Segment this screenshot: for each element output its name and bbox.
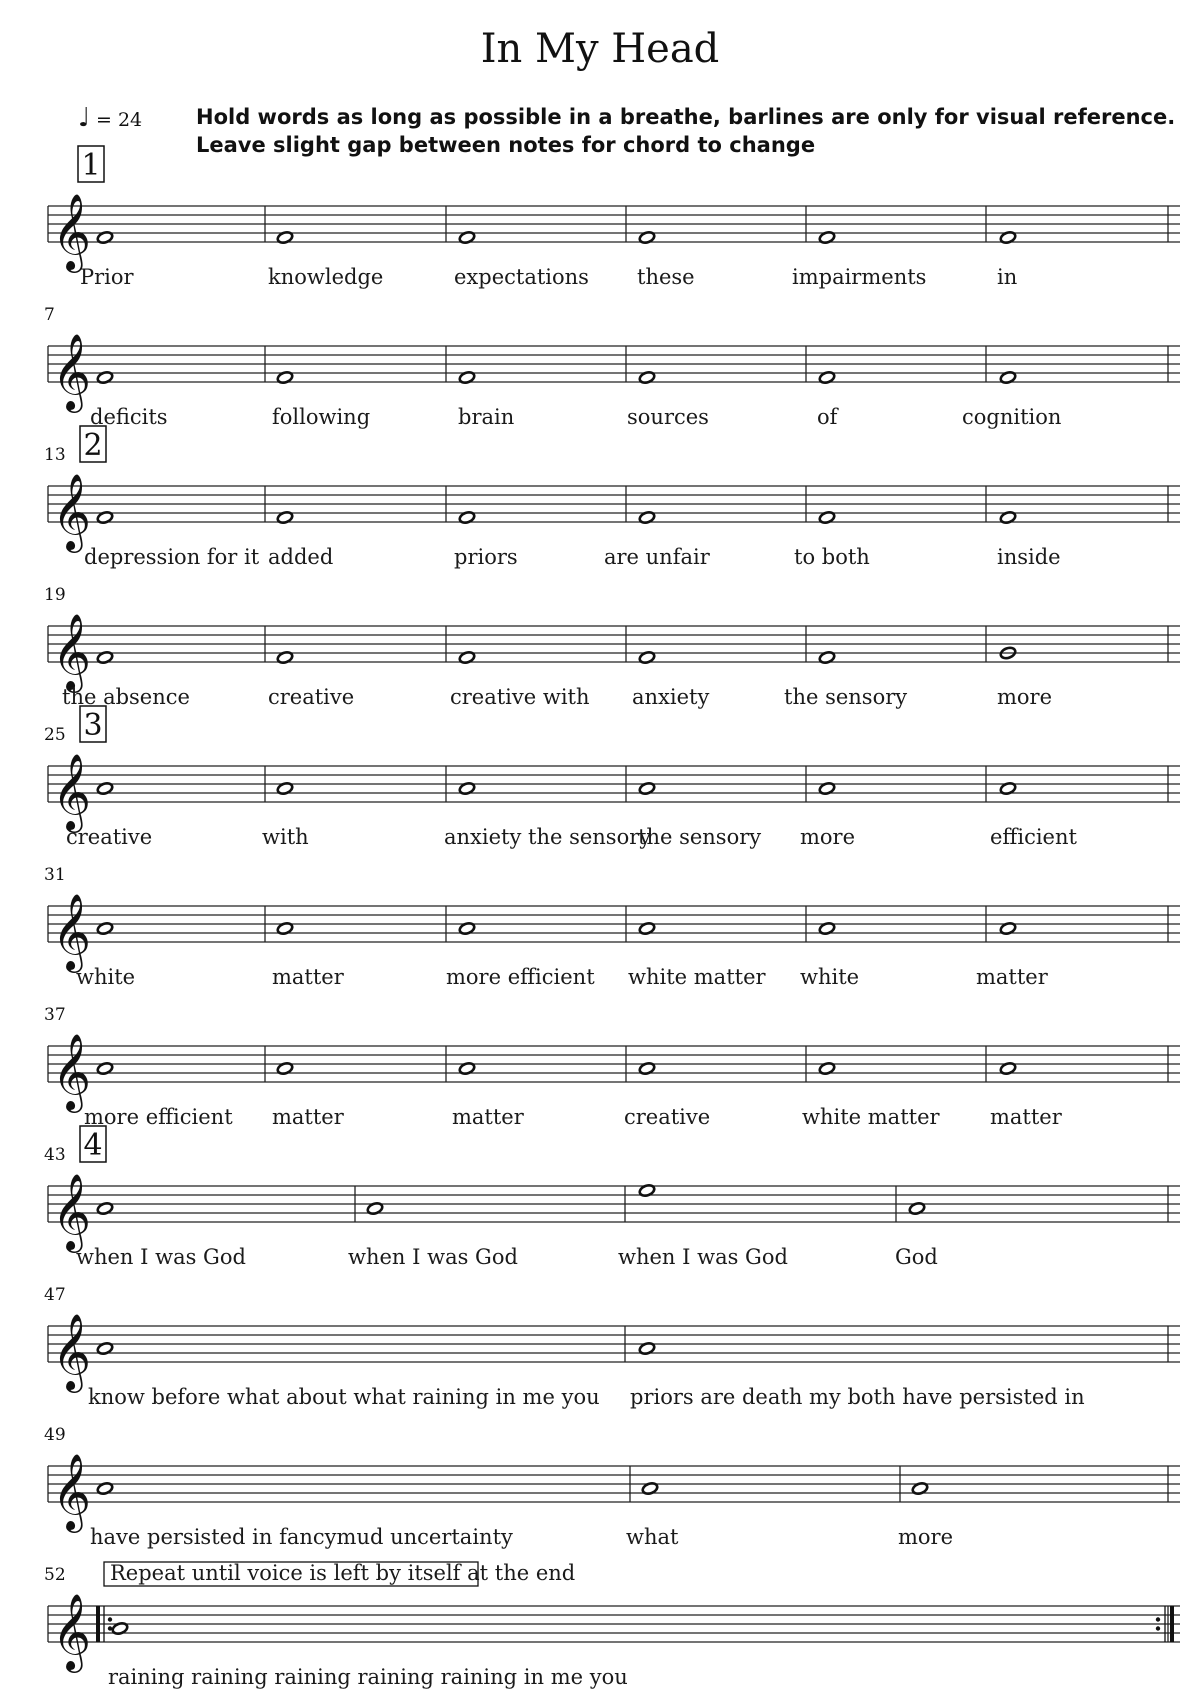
rehearsal-mark: 3: [83, 708, 103, 743]
rehearsal-mark: 2: [83, 428, 103, 463]
treble-clef-icon: 𝄞: [52, 753, 92, 830]
treble-clef-icon: 𝄞: [52, 193, 92, 270]
lyric-text: sources: [627, 405, 709, 429]
lyric-text: these: [637, 265, 695, 289]
staff-system: [44, 305, 1180, 429]
lyric-text: the absence: [62, 685, 190, 709]
lyric-text: anxiety the sensory: [444, 825, 652, 849]
staff-system: [44, 1285, 1180, 1409]
lyric-text: creative with: [450, 685, 590, 709]
lyric-text: white: [76, 965, 136, 989]
lyric-text: have persisted in fancymud uncertainty: [90, 1525, 513, 1549]
lyric-text: more: [800, 825, 856, 849]
lyric-text: white matter: [802, 1105, 940, 1129]
staff-system: [44, 1425, 1180, 1549]
treble-clef-icon: 𝄞: [52, 473, 92, 550]
lyric-text: anxiety: [632, 685, 710, 709]
lyric-text: with: [262, 825, 309, 849]
treble-clef-icon: 𝄞: [52, 1173, 92, 1250]
lyric-text: knowledge: [268, 265, 384, 289]
lyric-text: to both: [794, 545, 870, 569]
treble-clef-icon: 𝄞: [52, 1453, 92, 1530]
lyric-text: priors: [454, 545, 518, 569]
lyric-text: the sensory: [638, 825, 762, 849]
lyric-text: matter: [272, 1105, 344, 1129]
lyric-text: following: [272, 405, 371, 429]
lyric-text: when I was God: [618, 1245, 788, 1269]
staff-system: [44, 865, 1180, 989]
measure-number: 13: [44, 445, 66, 465]
measure-number: 25: [44, 725, 66, 745]
lyric-text: more: [898, 1525, 954, 1549]
lyric-text: matter: [976, 965, 1048, 989]
lyric-text: matter: [272, 965, 344, 989]
treble-clef-icon: 𝄞: [52, 333, 92, 410]
staff-system: [44, 1126, 1180, 1269]
performance-instruction-1: Hold words as long as possible in a breathe, barlines are only for visual reference.: [196, 105, 1176, 129]
lyric-text: God: [895, 1245, 938, 1269]
measure-number: 47: [44, 1285, 66, 1305]
lyric-text: more efficient: [446, 965, 595, 989]
staff-system: [44, 1005, 1180, 1129]
score-title: In My Head: [480, 26, 720, 72]
lyric-text: in: [997, 265, 1018, 289]
measure-number: 52: [44, 1565, 66, 1585]
measure-number: 49: [44, 1425, 66, 1445]
lyric-text: white: [800, 965, 860, 989]
treble-clef-icon: 𝄞: [52, 1033, 92, 1110]
staff-system: [44, 585, 1180, 709]
repeat-dot: [108, 1617, 112, 1621]
lyric-text: cognition: [962, 405, 1062, 429]
lyric-text: creative: [624, 1105, 711, 1129]
measure-number: 43: [44, 1145, 66, 1165]
tempo-marking: = 24: [96, 109, 143, 131]
lyric-text: what: [626, 1525, 679, 1549]
lyric-text: creative: [66, 825, 153, 849]
lyric-text: white matter: [628, 965, 766, 989]
treble-clef-icon: 𝄞: [52, 893, 92, 970]
lyric-text: more efficient: [84, 1105, 233, 1129]
treble-clef-icon: 𝄞: [52, 1593, 92, 1670]
measure-number: 37: [44, 1005, 66, 1025]
repeat-instruction: Repeat until voice is left by itself at the end: [110, 1561, 576, 1585]
staff-system: [48, 146, 1180, 289]
lyric-text: more: [997, 685, 1053, 709]
treble-clef-icon: 𝄞: [52, 1313, 92, 1390]
lyric-text: impairments: [792, 265, 927, 289]
lyric-text: are unfair: [604, 545, 710, 569]
measure-number: 7: [44, 305, 55, 325]
measure-number: 19: [44, 585, 66, 605]
lyric-text: deficits: [90, 405, 168, 429]
rehearsal-mark: 4: [83, 1128, 103, 1163]
lyric-text: the sensory: [784, 685, 908, 709]
lyric-text: know before what about what raining in me you: [88, 1385, 600, 1409]
rehearsal-mark: 1: [81, 148, 101, 183]
lyric-text: efficient: [990, 825, 1077, 849]
staff-system: [44, 1561, 1180, 1689]
staff-system: [44, 706, 1180, 849]
repeat-dot: [1156, 1617, 1160, 1621]
measure-number: 31: [44, 865, 66, 885]
lyric-text: matter: [990, 1105, 1062, 1129]
repeat-dot: [1156, 1626, 1160, 1630]
performance-instruction-2: Leave slight gap between notes for chord to change: [196, 133, 816, 157]
lyric-text: brain: [458, 405, 515, 429]
quarter-note-icon: ♩: [78, 103, 91, 133]
lyric-text: priors are death my both have persisted in: [630, 1385, 1085, 1409]
lyric-text: Prior: [80, 265, 134, 289]
staff-system: [44, 426, 1180, 569]
treble-clef-icon: 𝄞: [52, 613, 92, 690]
lyric-text: when I was God: [348, 1245, 518, 1269]
lyric-text: of: [817, 405, 838, 429]
lyric-text: when I was God: [76, 1245, 246, 1269]
lyric-text: inside: [997, 545, 1061, 569]
lyric-text: added: [268, 545, 334, 569]
lyric-text: matter: [452, 1105, 524, 1129]
lyric-text: expectations: [454, 265, 589, 289]
lyric-text: raining raining raining raining raining in me you: [108, 1665, 628, 1689]
lyric-text: creative: [268, 685, 355, 709]
lyric-text: depression for it: [84, 545, 260, 569]
